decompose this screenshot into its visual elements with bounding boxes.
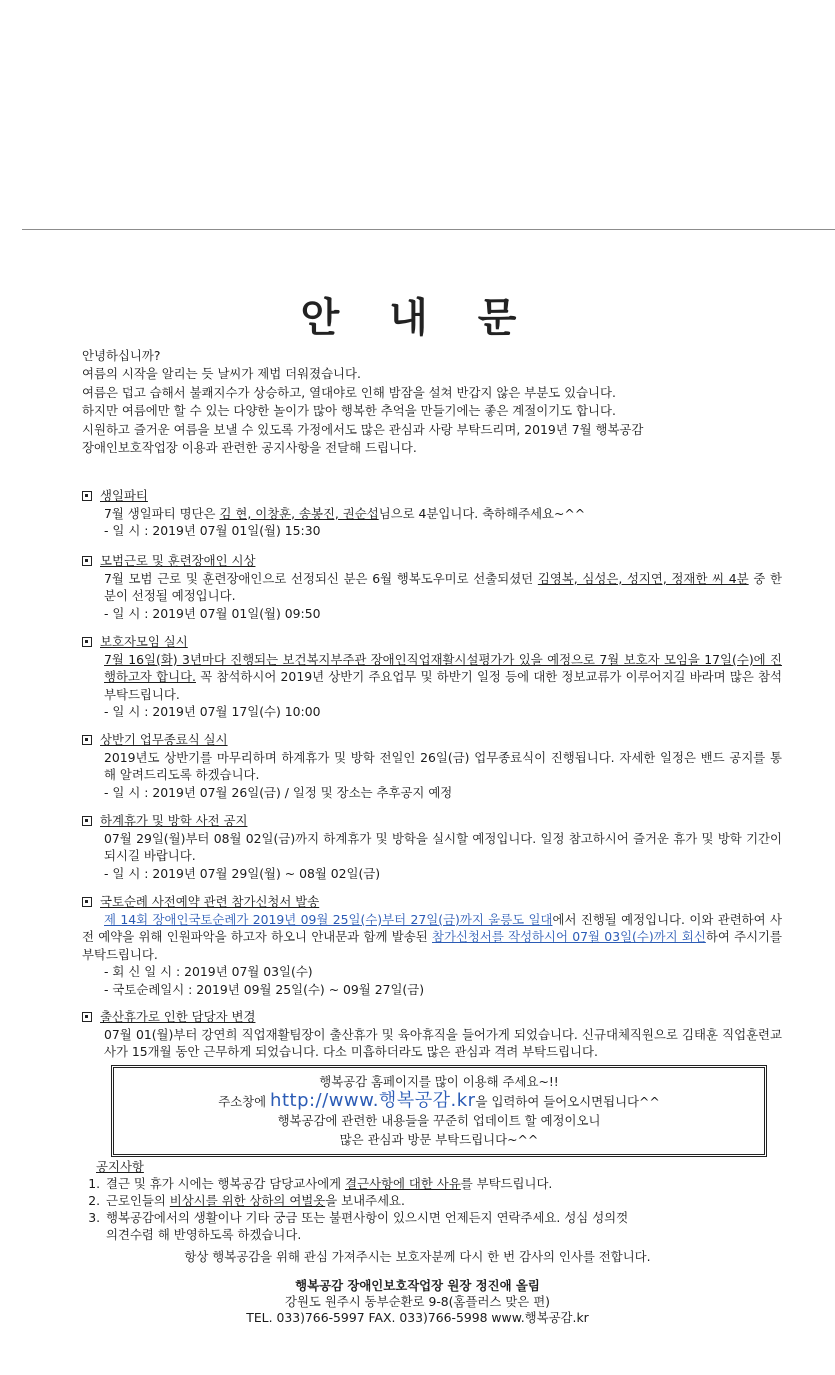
box-line: 주소창에 http://www.행복공감.kr을 입력하여 들어오시면됩니다^^	[218, 1090, 660, 1111]
section-heading: 모범근로 및 훈련장애인 시상	[82, 552, 782, 570]
section-heading: 보호자모임 실시	[82, 633, 782, 651]
square-bullet-icon	[82, 735, 92, 745]
section-date: - 일 시 : 2019년 07월 17일(수) 10:00	[104, 704, 321, 720]
section-body: 7월 생일파티 명단은 김 현, 이창훈, 송봉진, 권순섭님으로 4분입니다. 축하해주세요~^^	[104, 505, 586, 521]
homepage-notice-box	[111, 1065, 767, 1157]
section-date: - 회 신 일 시 : 2019년 07월 03일(수)	[104, 964, 313, 980]
award-candidates: 김영복, 심성은, 성지연, 정재한 씨 4분	[537, 570, 749, 586]
pilgrimage-event-note: 제 14회 장애인국토순례가 2019년 09월 25일(수)부터 27일(금)까지 울릉도 일대	[104, 911, 553, 927]
section-date: - 일 시 : 2019년 07월 01일(월) 15:30	[104, 523, 321, 539]
section-body: 07월 29일(월)부터 08월 02일(금)까지 하계휴가 및 방학을 실시할 예정입니다. 일정 참고하시어 즐거운 휴가 및 방학 기간이 되시길 바랍니다.	[104, 830, 782, 864]
section-body: 제 14회 장애인국토순례가 2019년 09월 25일(수)부터 27일(금)까지 울릉도 일대에서 진행될 예정입니다. 이와 관련하여 사전 예약을 위해 인원파악을 하고자 하오니 안내문과 함께 발송된 참가신청서를 작성하시어 07월 03일(수)까지 회신하여 주시기를 부탁드립니다.	[82, 911, 782, 962]
intro-line: 시원하고 즐거운 여름을 보낼 수 있도록 가정에서도 많은 관심과 사랑 부탁드리며, 2019년 7월 행복공감	[82, 421, 644, 437]
section-body: 7월 16일(화) 3년마다 진행되는 보건복지부주관 장애인직업재활시설평가가 있을 예정으로 7월 보호자 모임을 17일(수)에 진행하고자 합니다. 꼭 참석하시어 2019년 상반기 주요업무 및 하반기 일정 등에 대한 정보교류가 이루어지길 바라며 많은 참석 부탁드립니다.	[104, 651, 782, 702]
section-date: - 국토순례일시 : 2019년 09월 25일(수) ~ 09월 27일(금)	[104, 981, 425, 997]
section-body: 7월 모범 근로 및 훈련장애인으로 선정되신 분은 6월 행복도우미로 선출되셨던 김영복, 심성은, 성지연, 정재한 씨 4분 중 한 분이 선정될 예정입니다.	[104, 570, 783, 604]
box-line: 행복공감 홈페이지를 많이 이용해 주세요~!!	[319, 1074, 559, 1089]
closing-message: 항상 행복공감을 위해 관심 가져주시는 보호자분께 다시 한 번 감사의 인사를 전합니다.	[184, 1249, 651, 1264]
section-closing-ceremony	[82, 731, 782, 801]
homepage-link[interactable]: http://www.행복공감.kr	[270, 1090, 476, 1111]
section-vacation	[82, 812, 782, 882]
section-heading: 생일파티	[82, 487, 782, 505]
meeting-schedule-note: 7월 16일(화) 3년마다 진행되는 보건복지부주관 장애인직업재활시설평가가 있을 예정으로 7월 보호자 모임을 17일(수)에 진행하고자 합니다.	[104, 651, 782, 685]
square-bullet-icon	[82, 637, 92, 647]
notice-list	[86, 1158, 766, 1243]
section-date: - 일 시 : 2019년 07월 26일(금) / 일정 및 장소는 추후공지 예정	[104, 784, 453, 800]
signature-address: 강원도 원주시 동부순환로 9-8(홈플러스 맞은 편)	[284, 1294, 551, 1309]
box-line: 많은 관심과 방문 부탁드립니다~^^	[339, 1132, 539, 1147]
section-body: 2019년도 상반기를 마무리하며 하계휴가 및 방학 전일인 26일(금) 업무종료식이 진행됩니다. 자세한 일정은 밴드 공지를 통해 알려드리도록 하겠습니다.	[104, 749, 782, 783]
section-staff-change	[82, 1008, 782, 1061]
notice-item: 2. 근로인들의 비상시를 위한 상하의 여벌옷을 보내주세요.	[104, 1192, 766, 1209]
document-title: 안 내 문	[300, 295, 535, 341]
section-heading: 출산휴가로 인한 담당자 변경	[82, 1008, 782, 1026]
intro-line: 여름의 시작을 알리는 듯 날씨가 제법 더워졌습니다.	[82, 366, 361, 382]
square-bullet-icon	[82, 816, 92, 826]
square-bullet-icon	[82, 491, 92, 501]
section-body: 07월 01(월)부터 강연희 직업재활팀장이 출산휴가 및 육아휴직을 들어가게 되었습니다. 신규대체직원으로 김태훈 직업훈련교사가 15개월 동안 근무하게 되었습니다. 다소 미흡하더라도 많은 관심과 격려 부탁드립니다.	[104, 1026, 782, 1060]
square-bullet-icon	[82, 1012, 92, 1022]
square-bullet-icon	[82, 556, 92, 566]
section-heading: 상반기 업무종료식 실시	[82, 731, 782, 749]
section-meeting	[82, 633, 782, 721]
intro-line: 하지만 여름에만 할 수 있는 다양한 놀이가 많아 행복한 추억을 만들기에는 좋은 계절이기도 합니다.	[82, 403, 616, 419]
square-bullet-icon	[82, 897, 92, 907]
section-award	[82, 552, 782, 622]
notice-heading: 공지사항	[96, 1159, 144, 1174]
section-date: - 일 시 : 2019년 07월 01일(월) 09:50	[104, 605, 321, 621]
birthday-names: 김 현, 이창훈, 송봉진, 권순섭	[219, 505, 379, 521]
pilgrimage-reply-note: 참가신청서를 작성하시어 07월 03일(수)까지 회신	[431, 929, 706, 945]
intro-line: 장애인보호작업장 이용과 관련한 공지사항을 전달해 드립니다.	[82, 440, 417, 456]
section-heading: 국토순례 사전예약 관련 참가신청서 발송	[82, 893, 782, 911]
notice-item: 3. 행복공감에서의 생활이나 기타 궁금 또는 불편사항이 있으시면 언제든지 연락주세요. 성심 성의껏 의견수렴 해 반영하도록 하겠습니다.	[104, 1209, 766, 1243]
section-birthday	[82, 487, 782, 540]
intro-line: 안녕하십니까?	[82, 348, 161, 363]
signature-contact: TEL. 033)766-5997 FAX. 033)766-5998 www.행복공감.kr	[246, 1310, 589, 1325]
signature-org: 행복공감 장애인보호작업장 원장 정진애 올림	[295, 1278, 540, 1293]
box-line: 행복공감에 관련한 내용들을 꾸준히 업데이트 할 예정이오니	[277, 1113, 601, 1128]
scan-edge-divider	[22, 229, 835, 230]
section-heading: 하계휴가 및 방학 사전 공지	[82, 812, 782, 830]
intro-paragraph	[82, 347, 782, 457]
section-pilgrimage	[82, 893, 782, 999]
signature-block	[0, 1278, 835, 1326]
section-date: - 일 시 : 2019년 07월 29일(월) ~ 08월 02일(금)	[104, 865, 381, 881]
intro-line: 여름은 덥고 습해서 불쾌지수가 상승하고, 열대야로 인해 밤잠을 설쳐 반갑지 않은 부분도 있습니다.	[82, 384, 616, 400]
notice-item: 1. 결근 및 휴가 시에는 행복공감 담당교사에게 결근사항에 대한 사유를 부탁드립니다.	[104, 1175, 766, 1192]
